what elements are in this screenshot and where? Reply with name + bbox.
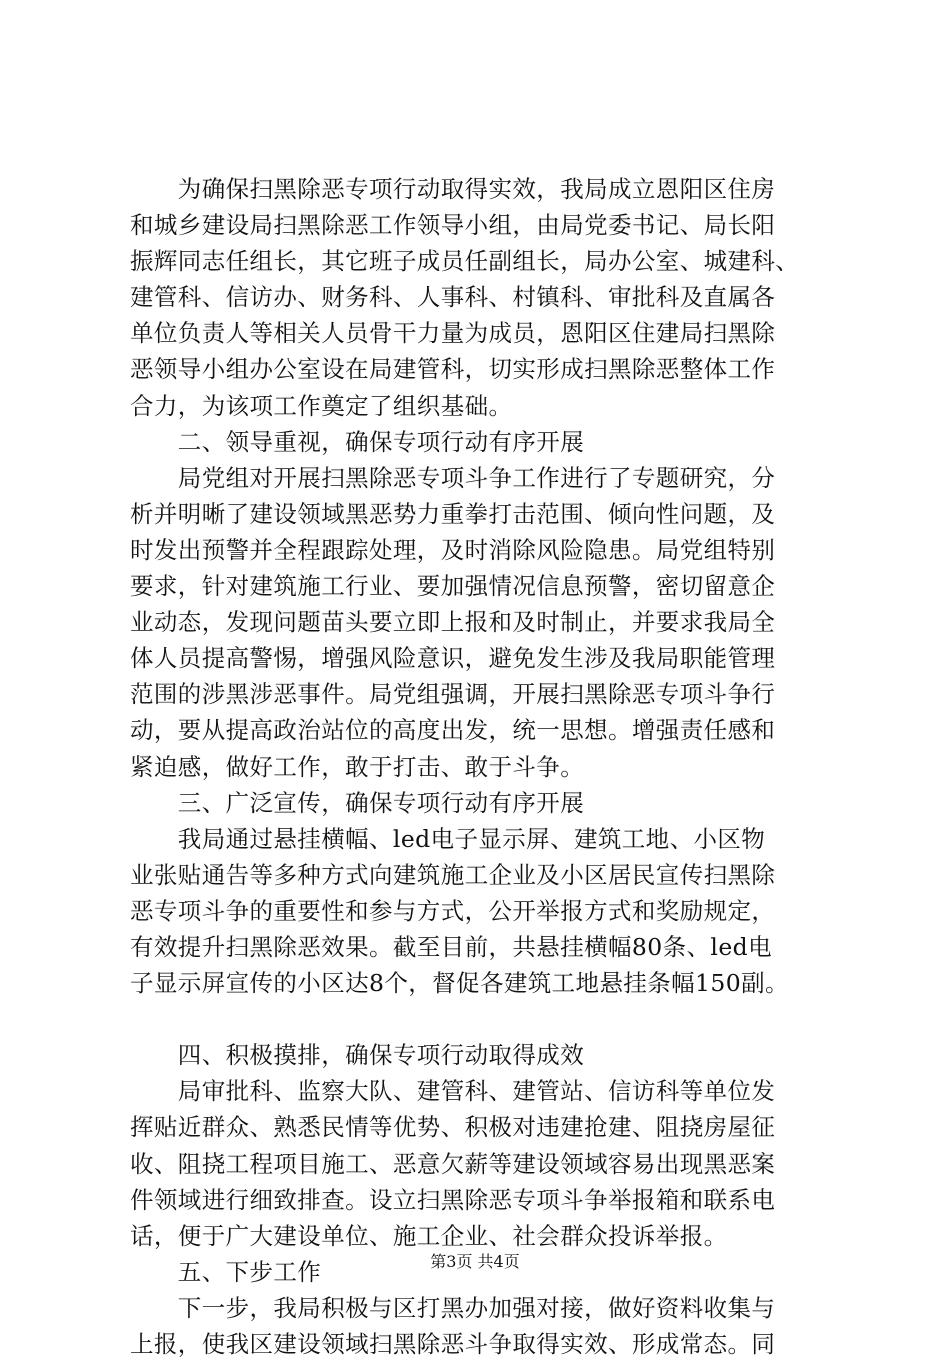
text-line: 体人员提高警惕，增强风险意识，避免发生涉及我局职能管理	[130, 644, 776, 673]
text-line: 二、领导重视，确保专项行动有序开展	[130, 427, 585, 456]
text-line: 范围的涉黑涉恶事件。局党组强调，开展扫黑除恶专项斗争行	[130, 680, 776, 709]
text-line: 析并明晰了建设领域黑恶势力重拳打击范围、倾向性问题，及	[130, 499, 776, 528]
text-line: 恶专项斗争的重要性和参与方式，公开举报方式和奖励规定，	[130, 896, 776, 925]
text-line: 要求，针对建筑施工行业、要加强情况信息预警，密切留意企	[130, 572, 776, 601]
text-line: 和城乡建设局扫黑除恶工作领导小组，由局党委书记、局长阳	[130, 211, 776, 240]
text-line: 下一步，我局积极与区打黑办加强对接，做好资料收集与	[130, 1293, 776, 1322]
text-line: 局审批科、监察大队、建管科、建管站、信访科等单位发	[130, 1077, 776, 1106]
text-line: 为确保扫黑除恶专项行动取得实效，我局成立恩阳区住房	[130, 175, 776, 203]
text-line: 局党组对开展扫黑除恶专项斗争工作进行了专题研究，分	[130, 463, 776, 492]
text-line: 话，便于广大建设单位、施工企业、社会群众投诉举报。	[130, 1221, 728, 1250]
text-line: 紧迫感，做好工作，敢于打击、敢于斗争。	[130, 752, 585, 781]
text-line: 上报，使我区建设领域扫黑除恶斗争取得实效、形成常态。同	[130, 1330, 776, 1358]
text-line: 恶领导小组办公室设在局建管科，切实形成扫黑除恶整体工作	[130, 355, 776, 384]
text-line: 业张贴通告等多种方式向建筑施工企业及小区居民宣传扫黑除	[130, 860, 776, 889]
text-line: 时发出预警并全程跟踪处理，及时消除风险隐患。局党组特别	[130, 535, 776, 564]
text-line: 振辉同志任组长，其它班子成员任副组长，局办公室、城建科、	[130, 247, 800, 276]
text-line: 有效提升扫黑除恶效果。截至目前，共悬挂横幅80条、led电	[130, 932, 772, 961]
text-line: 子显示屏宣传的小区达8个，督促各建筑工地悬挂条幅150副。	[130, 969, 789, 998]
blank-line	[130, 1001, 830, 1037]
text-line: 五、下步工作	[130, 1257, 322, 1286]
text-line: 件领域进行细致排查。设立扫黑除恶专项斗争举报箱和联系电	[130, 1185, 776, 1214]
text-line: 挥贴近群众、熟悉民情等优势、积极对违建抢建、阻挠房屋征	[130, 1113, 776, 1142]
text-line: 业动态，发现问题苗头要立即上报和及时制止，并要求我局全	[130, 608, 776, 637]
text-line: 合力，为该项工作奠定了组织基础。	[130, 391, 513, 420]
document-body	[130, 171, 830, 1362]
page-footer: 第3页 共4页	[430, 1252, 520, 1271]
text-line: 建管科、信访办、财务科、人事科、村镇科、审批科及直属各	[130, 283, 776, 312]
text-line: 我局通过悬挂横幅、led电子显示屏、建筑工地、小区物	[130, 824, 766, 853]
text-line: 三、广泛宣传，确保专项行动有序开展	[130, 788, 585, 817]
text-line: 收、阻挠工程项目施工、恶意欠薪等建设领域容易出现黑恶案	[130, 1149, 776, 1178]
text-line: 动，要从提高政治站位的高度出发，统一思想。增强责任感和	[130, 716, 776, 745]
text-line: 单位负责人等相关人员骨干力量为成员，恩阳区住建局扫黑除	[130, 319, 776, 348]
text-line: 四、积极摸排，确保专项行动取得成效	[130, 1041, 585, 1070]
